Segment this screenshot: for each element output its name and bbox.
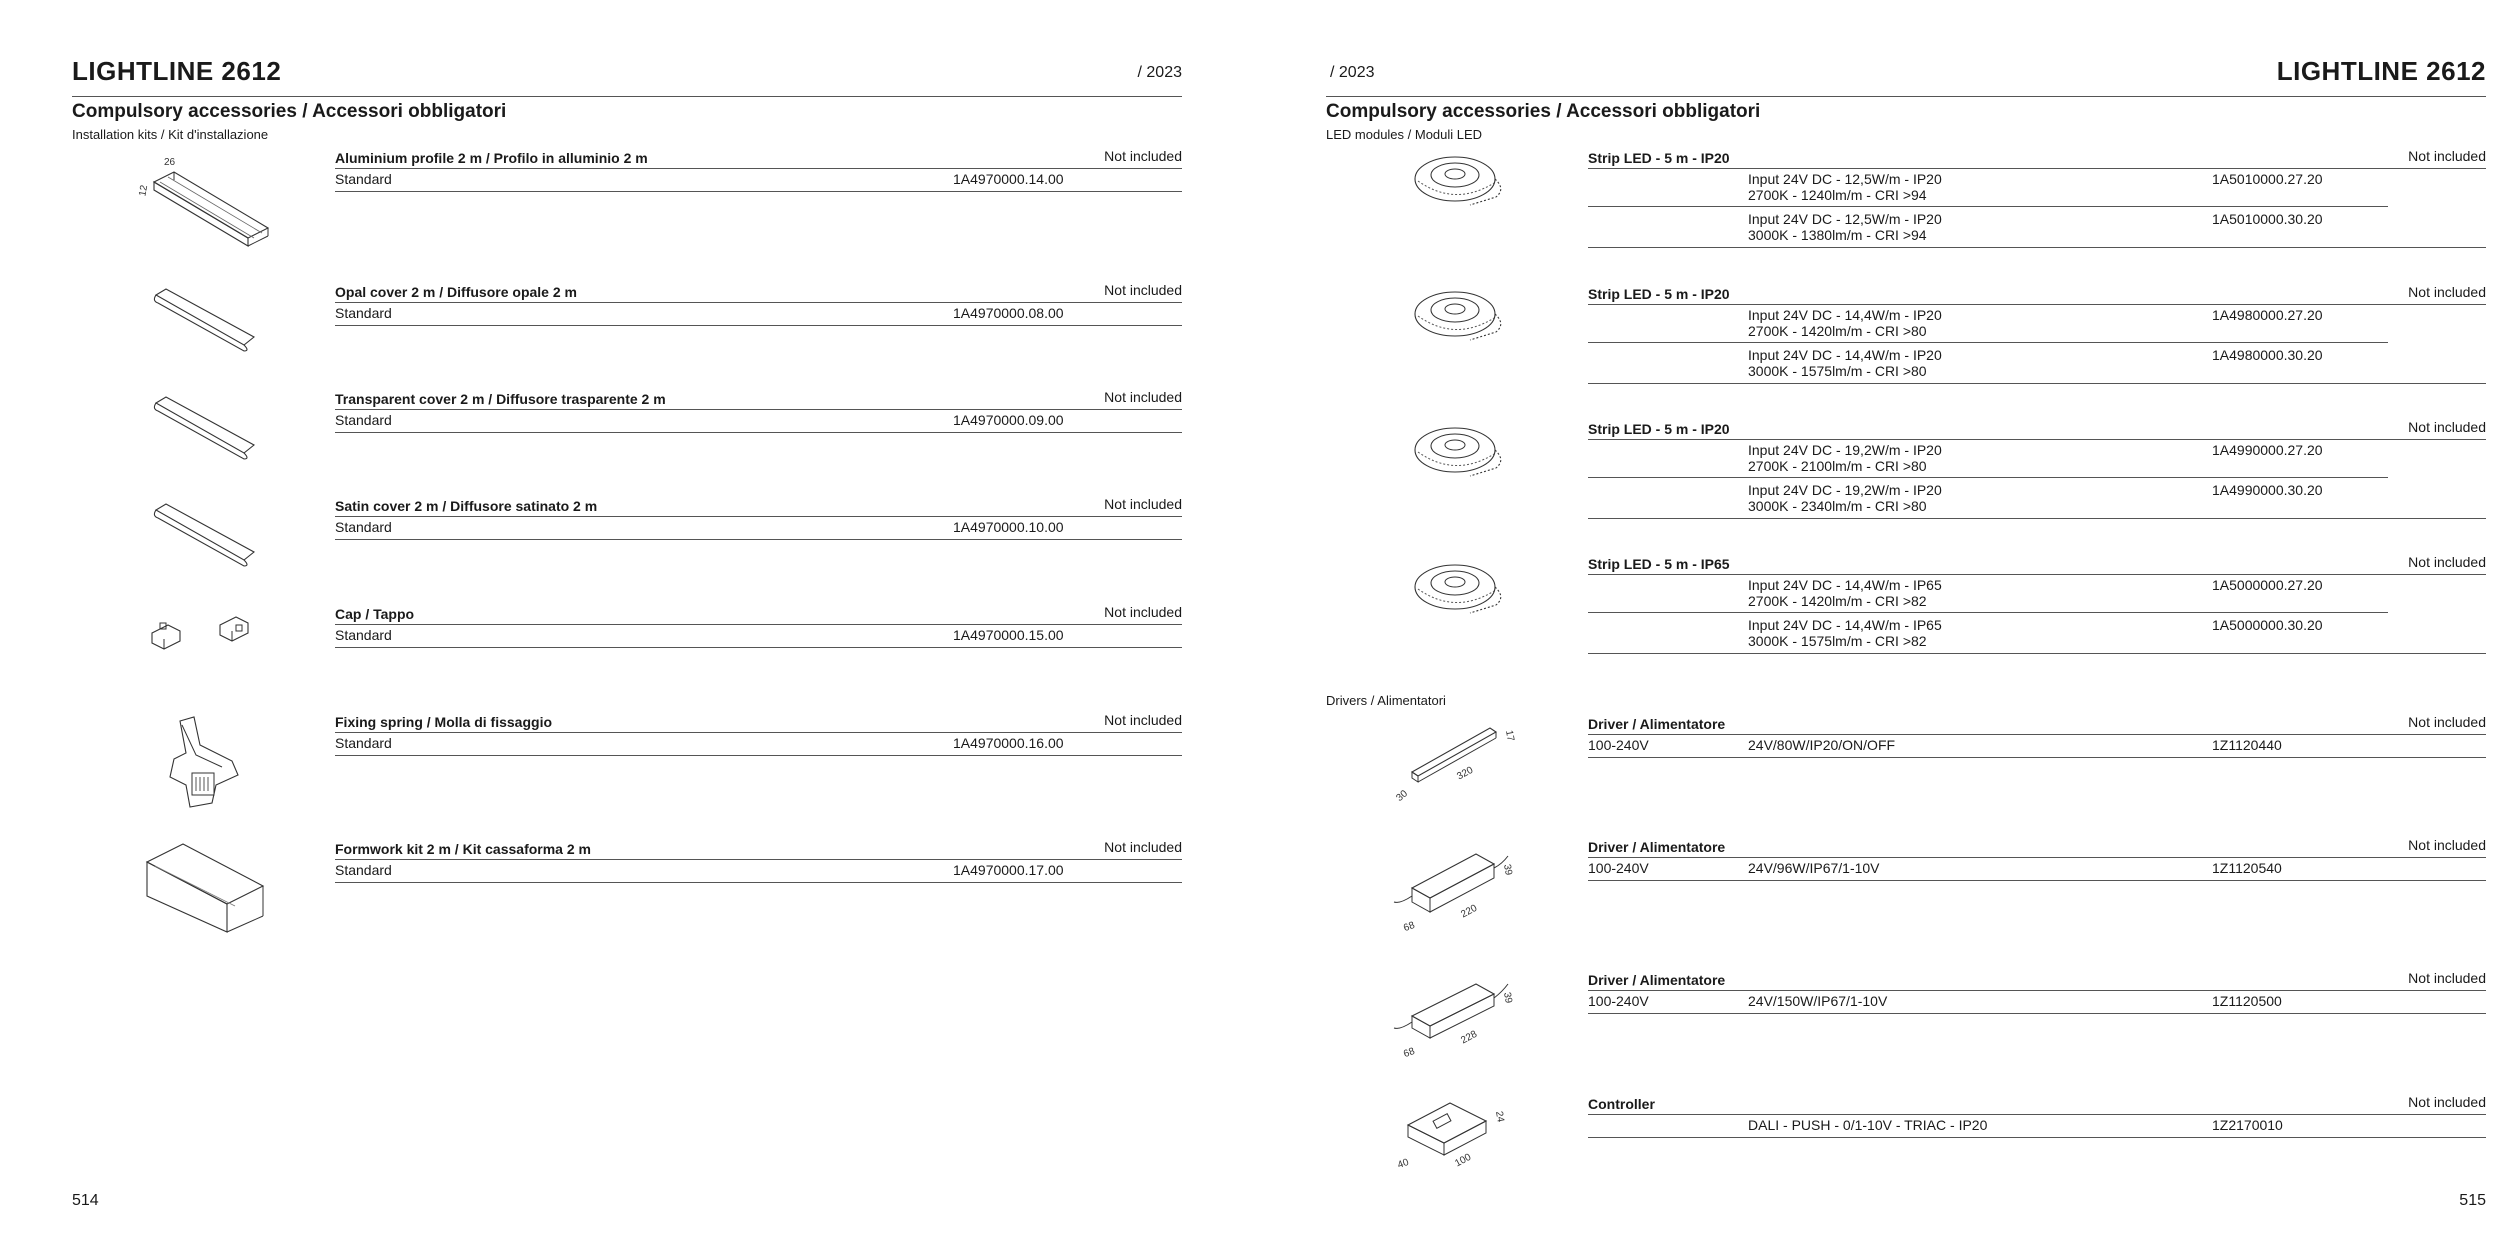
spec-line: DALI - PUSH - 0/1-10V - TRIAC - IP20	[1748, 1117, 1988, 1133]
aluminium-profile-icon	[128, 150, 278, 250]
driver-dim-height: 17	[1503, 729, 1516, 743]
row-rule	[1588, 880, 2486, 881]
controller-block	[1588, 1096, 2486, 1141]
spec-line: Input 24V DC - 19,2W/m - IP20	[1748, 482, 1942, 498]
driver-dim-length: 228	[1459, 1028, 1480, 1047]
spec-line: 2700K - 1420lm/m - CRI >82	[1748, 593, 1927, 609]
variant-label: Standard	[335, 862, 392, 878]
availability-status: Not included	[2408, 1094, 2486, 1110]
row-rule	[335, 859, 1182, 860]
variant-label: Standard	[335, 171, 392, 187]
product-code: 1A4980000.30.20	[2212, 347, 2323, 363]
variant-label: Standard	[335, 412, 392, 428]
row-rule	[1588, 342, 2388, 343]
product-title: Strip LED - 5 m - IP20	[1588, 421, 1730, 437]
availability-status: Not included	[1104, 282, 1182, 298]
row-rule	[335, 432, 1182, 433]
availability-status: Not included	[1104, 496, 1182, 512]
availability-status: Not included	[1104, 839, 1182, 855]
product-code: 1Z2170010	[2212, 1117, 2283, 1133]
spec-line: 24V/80W/IP20/ON/OFF	[1748, 737, 1896, 753]
row-rule	[335, 882, 1182, 883]
driver-dim-height: 39	[1501, 991, 1514, 1005]
availability-status: Not included	[2408, 714, 2486, 730]
spec-line: 24V/150W/IP67/1-10V	[1748, 993, 1888, 1009]
product-block	[335, 391, 1182, 436]
row-rule	[335, 539, 1182, 540]
led-strip-reel-icon	[1410, 145, 1510, 215]
product-title: Fixing spring / Molla di fissaggio	[335, 714, 553, 730]
row-rule	[1588, 734, 2486, 735]
led-strip-reel-icon	[1410, 280, 1510, 350]
product-block	[335, 606, 1182, 651]
row-rule	[1588, 439, 2486, 440]
row-rule	[1588, 990, 2486, 991]
row-rule	[335, 325, 1182, 326]
driver-dim-length: 320	[1455, 764, 1476, 783]
spec-line: Input 24V DC - 14,4W/m - IP20	[1748, 347, 1942, 363]
row-rule	[335, 755, 1182, 756]
spec-line: Input 24V DC - 12,5W/m - IP20	[1748, 171, 1942, 187]
row-rule	[1588, 247, 2486, 248]
fixing-spring-icon	[160, 715, 250, 810]
row-rule	[335, 624, 1182, 625]
product-code: 1A4970000.10.00	[953, 519, 1064, 535]
availability-status: Not included	[2408, 419, 2486, 435]
driver-ip67-icon	[1390, 970, 1520, 1065]
driver-ip67-icon	[1390, 838, 1520, 938]
availability-status: Not included	[2408, 284, 2486, 300]
product-title: Driver / Alimentatore	[1588, 972, 1726, 988]
product-code: 1Z1120500	[2212, 993, 2282, 1009]
controller-dim-length: 100	[1453, 1151, 1474, 1170]
product-title: Strip LED - 5 m - IP65	[1588, 556, 1730, 572]
spec-line: 2700K - 2100lm/m - CRI >80	[1748, 458, 1927, 474]
spec-line: Input 24V DC - 19,2W/m - IP20	[1748, 442, 1942, 458]
led-strip-reel-icon	[1410, 416, 1510, 486]
product-block	[335, 841, 1182, 886]
driver-block	[1588, 716, 2486, 761]
spec-line: 3000K - 1575lm/m - CRI >80	[1748, 363, 1927, 379]
brand-title: LIGHTLINE 2612	[72, 56, 282, 86]
row-rule	[1588, 1137, 2486, 1138]
drivers-subtitle: Drivers / Alimentatori	[1326, 693, 1446, 708]
driver-dim-depth: 30	[1394, 788, 1410, 804]
product-block	[335, 150, 1182, 195]
formwork-kit-icon	[143, 840, 268, 935]
led-strip-block	[1588, 556, 2486, 656]
row-rule	[1588, 857, 2486, 858]
row-rule	[335, 302, 1182, 303]
driver-dim-height: 39	[1501, 863, 1514, 877]
row-rule	[1588, 304, 2486, 305]
controller-dim-depth: 40	[1396, 1156, 1411, 1172]
availability-status: Not included	[1104, 389, 1182, 405]
product-code: 1Z1120540	[2212, 860, 2282, 876]
spec-line: 24V/96W/IP67/1-10V	[1748, 860, 1880, 876]
row-rule	[1588, 206, 2388, 207]
page-number: 514	[72, 1192, 99, 1209]
row-rule	[335, 647, 1182, 648]
product-code: 1A4970000.16.00	[953, 735, 1064, 751]
voltage-label: 100-240V	[1588, 860, 1649, 876]
section-subtitle: Installation kits / Kit d'installazione	[72, 127, 269, 142]
row-rule	[335, 409, 1182, 410]
controller-icon	[1390, 1095, 1520, 1175]
product-title: Aluminium profile 2 m / Profilo in alluminio 2 m	[335, 150, 648, 166]
product-block	[335, 284, 1182, 329]
led-strip-reel-icon	[1410, 553, 1510, 623]
opal-cover-icon	[148, 285, 258, 355]
end-cap-icon	[148, 603, 258, 653]
section-title: Compulsory accessories / Accessori obbligatori	[1326, 101, 1761, 122]
product-code: 1A4980000.27.20	[2212, 307, 2323, 323]
row-rule	[1588, 383, 2486, 384]
row-rule	[1588, 757, 2486, 758]
row-rule	[1588, 168, 2486, 169]
spec-line: 3000K - 2340lm/m - CRI >80	[1748, 498, 1927, 514]
driver-block	[1588, 839, 2486, 884]
led-strip-block	[1588, 421, 2486, 521]
product-title: Driver / Alimentatore	[1588, 839, 1726, 855]
product-block	[335, 498, 1182, 543]
variant-label: Standard	[335, 627, 392, 643]
row-rule	[1588, 653, 2486, 654]
section-title: Compulsory accessories / Accessori obbligatori	[72, 101, 507, 122]
satin-cover-icon	[148, 500, 258, 570]
header-rule	[1326, 96, 2486, 97]
right-page	[1250, 0, 2500, 1250]
spec-line: Input 24V DC - 14,4W/m - IP65	[1748, 577, 1942, 593]
spec-line: 2700K - 1240lm/m - CRI >94	[1748, 187, 1927, 203]
product-title: Transparent cover 2 m / Diffusore trasparente 2 m	[335, 391, 666, 407]
page-number: 515	[2459, 1192, 2486, 1209]
availability-status: Not included	[2408, 554, 2486, 570]
year-label: / 2023	[1330, 64, 1375, 81]
product-title: Formwork kit 2 m / Kit cassaforma 2 m	[335, 841, 591, 857]
voltage-label: 100-240V	[1588, 993, 1649, 1009]
variant-label: Standard	[335, 305, 392, 321]
availability-status: Not included	[1104, 604, 1182, 620]
product-code: 1A5000000.30.20	[2212, 617, 2323, 633]
product-code: 1A4990000.27.20	[2212, 442, 2323, 458]
transparent-cover-icon	[148, 393, 258, 463]
row-rule	[1588, 612, 2388, 613]
spec-line: Input 24V DC - 12,5W/m - IP20	[1748, 211, 1942, 227]
availability-status: Not included	[1104, 148, 1182, 164]
spec-line: 2700K - 1420lm/m - CRI >80	[1748, 323, 1927, 339]
header-rule	[72, 96, 1182, 97]
row-rule	[335, 516, 1182, 517]
driver-dim-depth: 68	[1402, 1045, 1417, 1061]
product-code: 1A5010000.30.20	[2212, 211, 2323, 227]
product-code: 1A4970000.14.00	[953, 171, 1064, 187]
product-code: 1A4970000.09.00	[953, 412, 1064, 428]
brand-title: LIGHTLINE 2612	[2276, 56, 2486, 86]
row-rule	[335, 732, 1182, 733]
availability-status: Not included	[1104, 712, 1182, 728]
product-title: Controller	[1588, 1096, 1655, 1112]
availability-status: Not included	[2408, 148, 2486, 164]
driver-dim-depth: 68	[1402, 919, 1417, 935]
product-title: Strip LED - 5 m - IP20	[1588, 150, 1730, 166]
product-code: 1A4990000.30.20	[2212, 482, 2323, 498]
product-title: Driver / Alimentatore	[1588, 716, 1726, 732]
led-subtitle: LED modules / Moduli LED	[1326, 127, 1483, 142]
driver-dim-length: 220	[1459, 902, 1480, 921]
row-rule	[1588, 574, 2486, 575]
availability-status: Not included	[2408, 970, 2486, 986]
dimension-height: 12	[137, 184, 151, 198]
driver-slim-icon	[1390, 712, 1520, 807]
row-rule	[1588, 1013, 2486, 1014]
driver-block	[1588, 972, 2486, 1017]
availability-status: Not included	[2408, 837, 2486, 853]
product-title: Strip LED - 5 m - IP20	[1588, 286, 1730, 302]
row-rule	[1588, 1114, 2486, 1115]
spec-line: 3000K - 1380lm/m - CRI >94	[1748, 227, 1927, 243]
product-code: 1A5010000.27.20	[2212, 171, 2323, 187]
year-label: / 2023	[1137, 64, 1182, 81]
product-block	[335, 714, 1182, 759]
variant-label: Standard	[335, 519, 392, 535]
spec-line: 3000K - 1575lm/m - CRI >82	[1748, 633, 1927, 649]
row-rule	[1588, 477, 2388, 478]
variant-label: Standard	[335, 735, 392, 751]
product-code: 1A4970000.08.00	[953, 305, 1064, 321]
product-code: 1A4970000.17.00	[953, 862, 1064, 878]
product-title: Opal cover 2 m / Diffusore opale 2 m	[335, 284, 577, 300]
led-strip-block	[1588, 150, 2486, 250]
product-code: 1A4970000.15.00	[953, 627, 1064, 643]
controller-dim-height: 24	[1493, 1110, 1506, 1124]
led-strip-block	[1588, 286, 2486, 386]
product-code: 1A5000000.27.20	[2212, 577, 2323, 593]
spec-line: Input 24V DC - 14,4W/m - IP65	[1748, 617, 1942, 633]
dimension-width: 26	[164, 157, 176, 168]
row-rule	[1588, 518, 2486, 519]
row-rule	[335, 168, 1182, 169]
product-title: Cap / Tappo	[335, 606, 415, 622]
voltage-label: 100-240V	[1588, 737, 1649, 753]
product-title: Satin cover 2 m / Diffusore satinato 2 m	[335, 498, 598, 514]
product-code: 1Z1120440	[2212, 737, 2282, 753]
spec-line: Input 24V DC - 14,4W/m - IP20	[1748, 307, 1942, 323]
row-rule	[335, 191, 1182, 192]
